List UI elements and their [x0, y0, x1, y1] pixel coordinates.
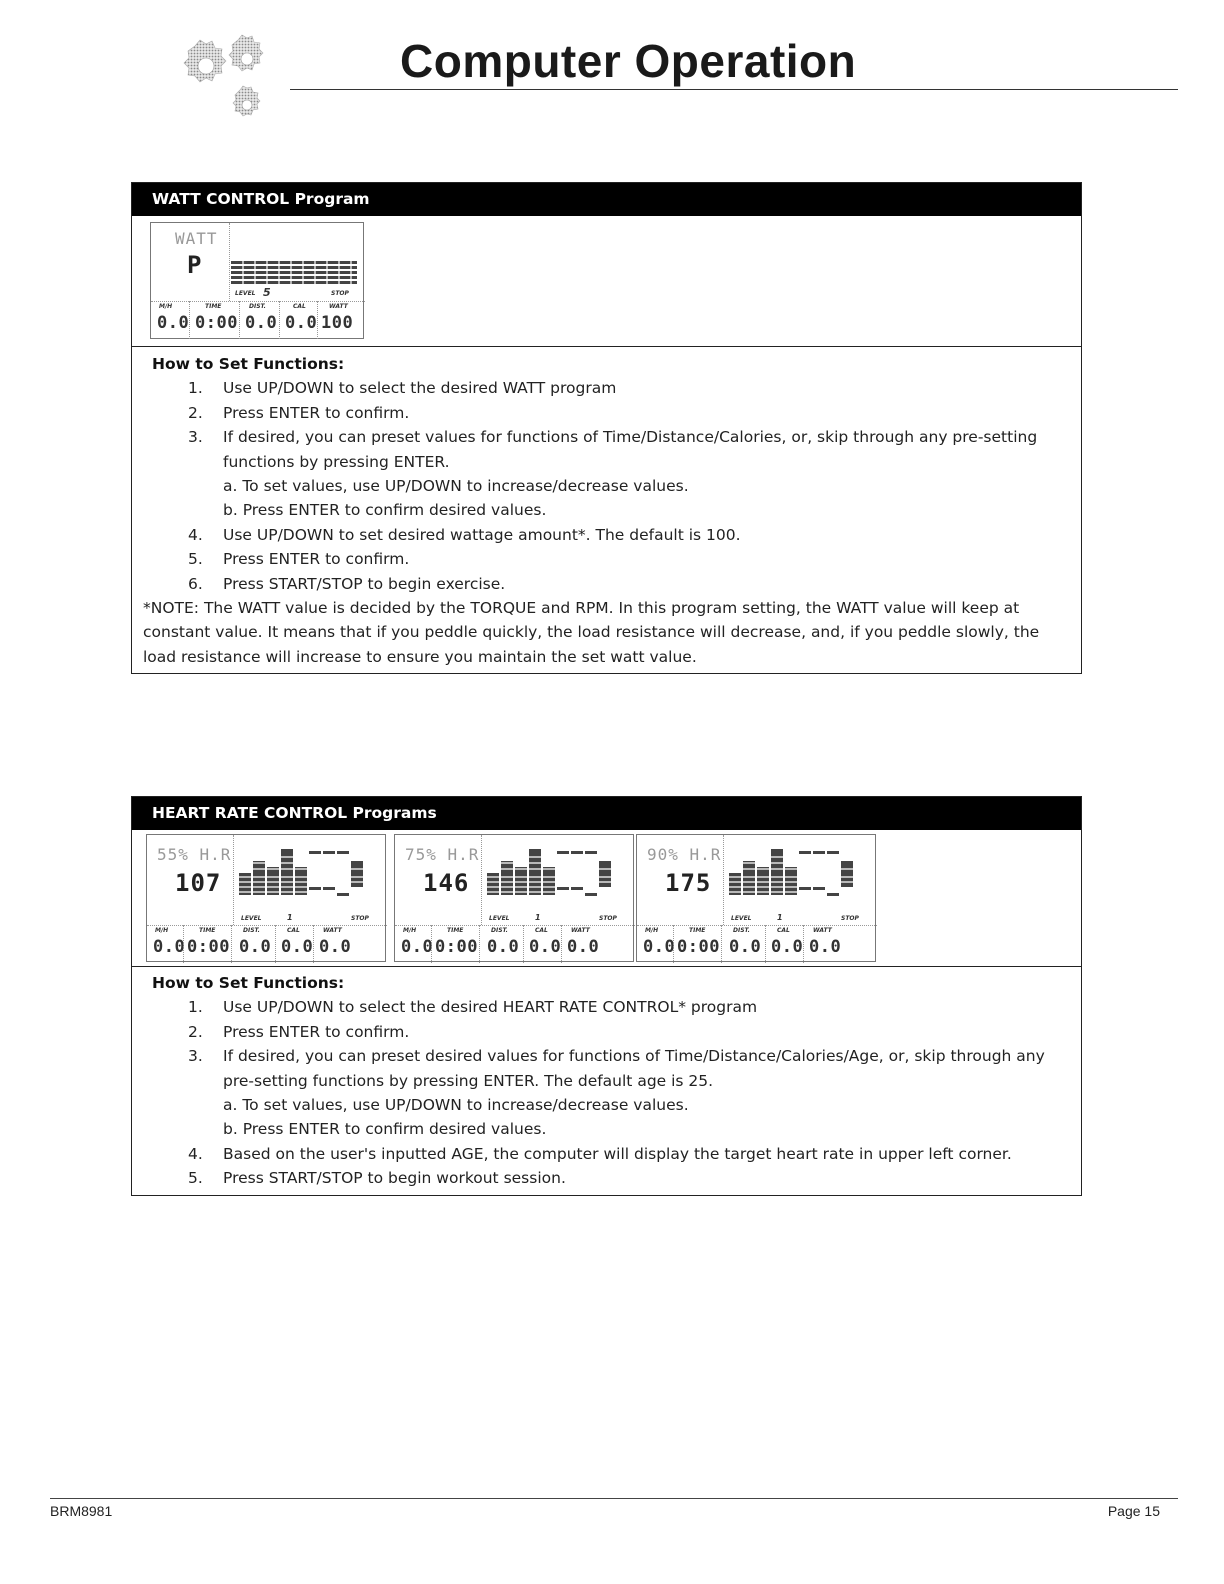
level-value: 1: [535, 913, 541, 922]
list-item: [132, 572, 1081, 596]
lcd-divider: [523, 925, 524, 963]
level-label: LEVEL: [489, 915, 510, 922]
stop-label: STOP: [331, 290, 349, 297]
col-value: 0:00: [677, 937, 720, 957]
lcd-display-watt: [150, 222, 364, 339]
lcd-divider: [233, 835, 234, 925]
sub-step: b. Press ENTER to confirm desired values.: [223, 501, 547, 520]
step-text: Use UP/DOWN to select the desired HEART RATE CONTROL* program: [223, 998, 758, 1017]
footer-model: BRM8981: [50, 1503, 113, 1519]
col-label: CAL: [777, 927, 790, 934]
step-text: Use UP/DOWN to select the desired WATT program: [223, 379, 617, 398]
col-value: 0.0: [285, 313, 318, 333]
col-value: 0.0: [245, 313, 278, 333]
col-value: 0.0: [319, 937, 352, 957]
stop-label: STOP: [599, 915, 617, 922]
hr-profile-bars-icon: [239, 849, 379, 905]
title-rule: [290, 89, 1178, 90]
col-label: DIST.: [491, 927, 508, 934]
col-label: CAL: [287, 927, 300, 934]
instructions: [132, 352, 1081, 673]
step-text: Use UP/DOWN to set desired wattage amount*. The default is 100.: [223, 525, 741, 544]
col-value: 0.0: [809, 937, 842, 957]
step-number: 5.: [188, 550, 203, 569]
step-number: 3.: [188, 1047, 203, 1066]
step-text: Press ENTER to confirm.: [223, 1022, 410, 1041]
lcd-big-value: 107: [175, 869, 222, 897]
list-item: [132, 1142, 1081, 1166]
list-item: [132, 1020, 1081, 1044]
heart-rate-control-section: [131, 796, 1082, 1196]
col-value: 100: [321, 313, 354, 333]
lcd-divider: [231, 925, 232, 963]
col-label: M/H: [155, 927, 169, 934]
col-label: M/H: [645, 927, 659, 934]
step-number: 1.: [188, 379, 203, 398]
lcd-divider: [673, 925, 674, 963]
lcd-divider: [313, 925, 314, 963]
col-value: 0:00: [187, 937, 230, 957]
steps-list: [132, 995, 1081, 1093]
lcd-display-hr: [636, 834, 876, 962]
instructions: [132, 971, 1081, 1195]
lcd-top-label: 90% H.R: [647, 845, 722, 864]
level-label: LEVEL: [241, 915, 262, 922]
steps-list: [132, 523, 1081, 596]
col-label: WATT: [329, 303, 348, 310]
list-item: [132, 425, 1081, 474]
step-text: Press START/STOP to begin workout session.: [223, 1169, 566, 1188]
col-label: CAL: [535, 927, 548, 934]
level-value: 5: [263, 286, 271, 299]
list-item: [132, 376, 1081, 400]
step-number: 4.: [188, 1144, 203, 1163]
section-title: WATT CONTROL Program: [132, 183, 1081, 216]
step-number: 4.: [188, 525, 203, 544]
col-label: WATT: [571, 927, 590, 934]
lcd-divider: [279, 301, 280, 339]
col-value: 0.0: [239, 937, 272, 957]
lcd-divider: [479, 925, 480, 963]
step-text: If desired, you can preset desired values for functions of Time/Distance/Calories/Age, or, skip through any pre-setting functions by pressing ENTER. The default age is 25.: [223, 1047, 1045, 1090]
col-label: TIME: [447, 927, 464, 934]
col-value: 0:00: [435, 937, 478, 957]
list-item: [132, 523, 1081, 547]
col-label: M/H: [403, 927, 417, 934]
lcd-big-value: 146: [423, 869, 470, 897]
lcd-divider: [189, 301, 190, 339]
step-text: Press ENTER to confirm.: [223, 403, 410, 422]
col-label: TIME: [205, 303, 222, 310]
lcd-divider: [561, 925, 562, 963]
col-value: 0.0: [643, 937, 676, 957]
sub-step: a. To set values, use UP/DOWN to increase/decrease values.: [223, 1096, 689, 1115]
lcd-display-hr: [394, 834, 634, 962]
col-value: 0.0: [281, 937, 314, 957]
step-text: Based on the user's inputted AGE, the computer will display the target heart rate in upper left corner.: [223, 1144, 1012, 1163]
col-value: 0.0: [157, 313, 190, 333]
step-text: Press START/STOP to begin exercise.: [223, 574, 506, 593]
lcd-divider: [481, 835, 482, 925]
col-label: TIME: [199, 927, 216, 934]
col-label: CAL: [293, 303, 306, 310]
col-value: 0.0: [529, 937, 562, 957]
col-label: TIME: [689, 927, 706, 934]
col-value: 0.0: [771, 937, 804, 957]
col-label: M/H: [159, 303, 173, 310]
page-title: Computer Operation: [400, 35, 857, 87]
note-text: *NOTE: The WATT value is decided by the TORQUE and RPM. In this program setting, the WATT value will keep at constant value. It means that if you peddle quickly, the load resistance will decrease, and, if you peddle slowly, the load resistance will increase to ensure you maintain the set watt value.: [143, 599, 1040, 666]
lcd-divider: [765, 925, 766, 963]
stop-label: STOP: [351, 915, 369, 922]
col-value: 0.0: [401, 937, 434, 957]
col-label: DIST.: [733, 927, 750, 934]
watt-control-section: [131, 182, 1082, 674]
level-value: 1: [777, 913, 783, 922]
step-number: 3.: [188, 428, 203, 447]
sub-step: a. To set values, use UP/DOWN to increase/decrease values.: [223, 477, 689, 496]
step-number: 6.: [188, 574, 203, 593]
footer-rule: [50, 1498, 1178, 1499]
lcd-divider: [803, 925, 804, 963]
col-label: DIST.: [249, 303, 266, 310]
display-row: [132, 830, 1081, 967]
list-item: [132, 401, 1081, 425]
step-number: 5.: [188, 1169, 203, 1188]
list-item: [132, 1044, 1081, 1093]
hr-profile-bars-icon: [487, 849, 627, 905]
lcd-divider: [723, 835, 724, 925]
lcd-divider: [183, 925, 184, 963]
stop-label: STOP: [841, 915, 859, 922]
lcd-top-label: WATT: [175, 229, 218, 248]
lcd-divider: [151, 301, 365, 302]
steps-list: [132, 1142, 1081, 1191]
lcd-divider: [721, 925, 722, 963]
steps-list: [132, 376, 1081, 474]
col-value: 0:00: [195, 313, 238, 333]
profile-bars-icon: [231, 261, 357, 287]
lcd-top-label: 75% H.R: [405, 845, 480, 864]
section-title: HEART RATE CONTROL Programs: [132, 797, 1081, 830]
how-to-heading: How to Set Functions:: [152, 974, 345, 992]
list-item: [132, 995, 1081, 1019]
lcd-divider: [239, 301, 240, 339]
display-row: [132, 216, 1081, 347]
step-text: Press ENTER to confirm.: [223, 550, 410, 569]
step-number: 2.: [188, 1022, 203, 1041]
lcd-divider: [317, 301, 318, 339]
step-text: If desired, you can preset values for functions of Time/Distance/Calories, or, skip through any pre-setting functions by pressing ENTER.: [223, 428, 1038, 471]
col-label: WATT: [323, 927, 342, 934]
level-label: LEVEL: [235, 290, 256, 297]
lcd-display-hr: [146, 834, 386, 962]
step-number: 1.: [188, 998, 203, 1017]
col-value: 0.0: [729, 937, 762, 957]
col-value: 0.0: [567, 937, 600, 957]
sub-step: b. Press ENTER to confirm desired values.: [223, 1120, 547, 1139]
level-label: LEVEL: [731, 915, 752, 922]
lcd-divider: [275, 925, 276, 963]
footer-page-number: Page 15: [1107, 1503, 1160, 1519]
lcd-big-value: 175: [665, 869, 712, 897]
gears-logo-icon: [160, 28, 295, 143]
step-number: 2.: [188, 403, 203, 422]
lcd-divider: [431, 925, 432, 963]
how-to-heading: How to Set Functions:: [152, 355, 345, 373]
list-item: [132, 547, 1081, 571]
col-value: 0.0: [153, 937, 186, 957]
lcd-top-label: 55% H.R: [157, 845, 232, 864]
col-label: WATT: [813, 927, 832, 934]
list-item: [132, 1166, 1081, 1190]
lcd-big-value: P: [187, 251, 203, 279]
col-label: DIST.: [243, 927, 260, 934]
lcd-divider: [229, 223, 230, 301]
level-value: 1: [287, 913, 293, 922]
col-value: 0.0: [487, 937, 520, 957]
hr-profile-bars-icon: [729, 849, 869, 905]
